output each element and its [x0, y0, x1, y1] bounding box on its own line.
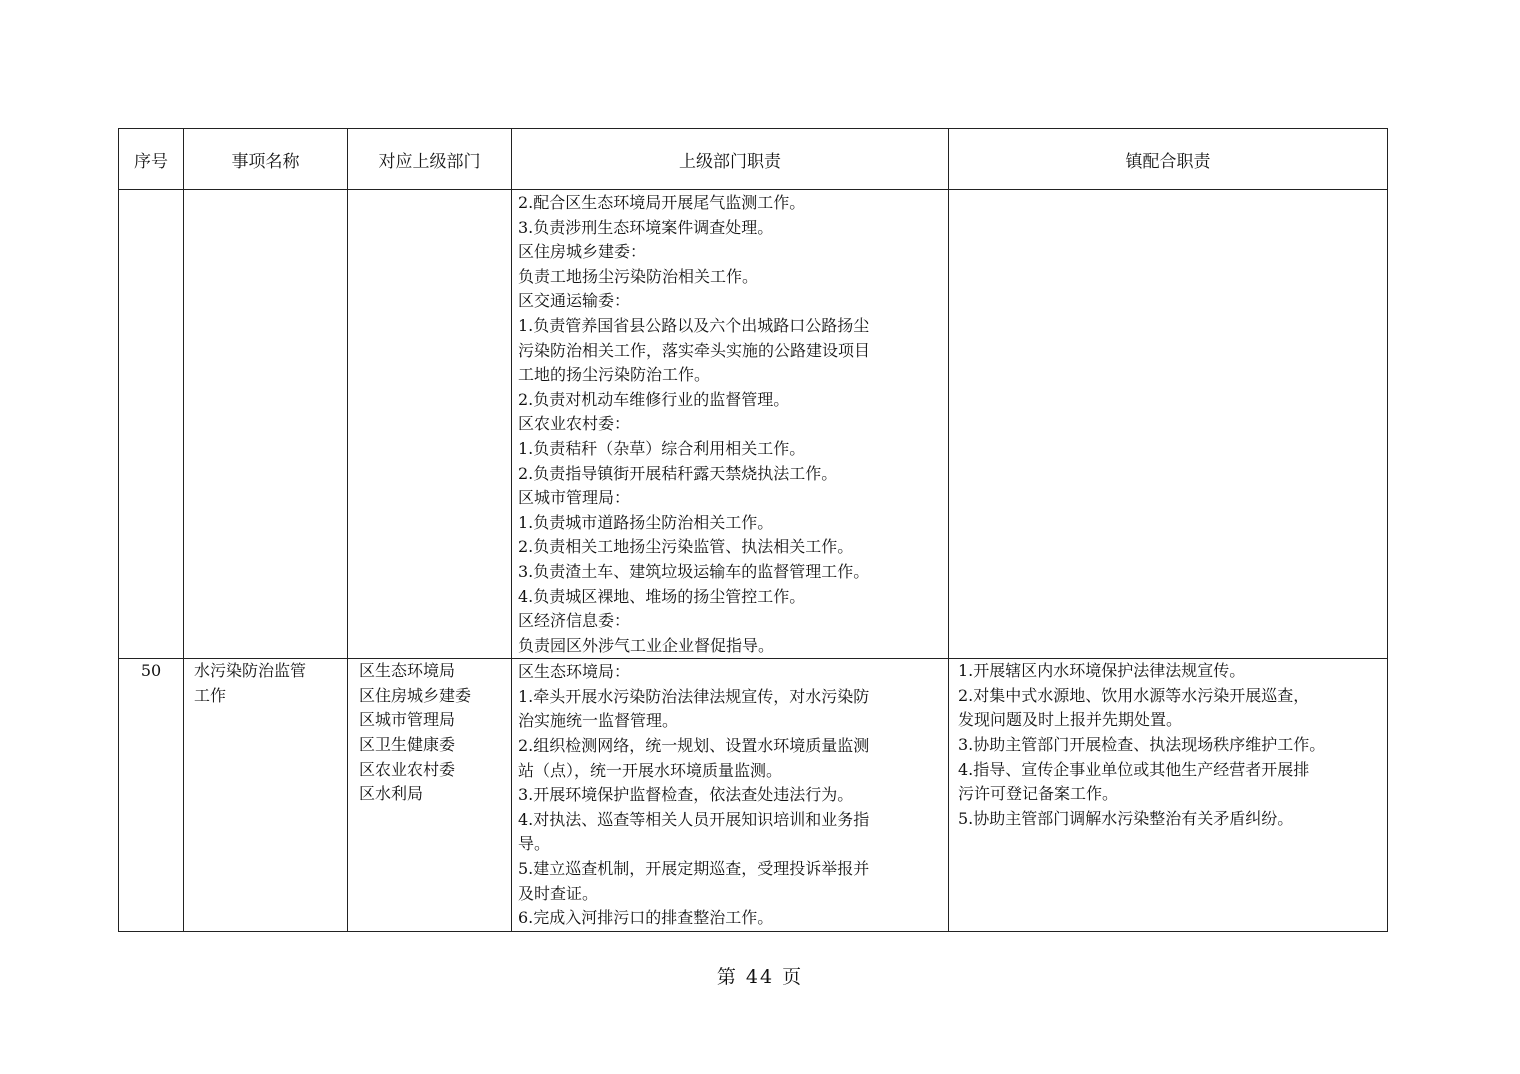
page-number: 第 44 页	[716, 966, 804, 988]
dept-line: 区城市管理局	[359, 710, 456, 730]
row-upper-duties	[512, 659, 949, 932]
dept-line: 区水利局	[359, 784, 424, 804]
town-duty-line: 2.对集中式水源地、饮用水源等水污染开展巡查，	[958, 685, 1310, 705]
table-row	[119, 659, 1388, 932]
duty-line: 区生态环境局：	[518, 662, 631, 682]
row-town-duties	[949, 659, 1388, 932]
duty-table	[118, 128, 1388, 932]
duty-line: 区经济信息委：	[518, 611, 631, 631]
dept-line: 区生态环境局	[359, 661, 456, 681]
duty-line: 污染防治相关工作，落实牵头实施的公路建设项目	[518, 340, 871, 360]
town-duty-line: 5.协助主管部门调解水污染整治有关矛盾纠纷。	[958, 808, 1294, 828]
duty-line: 2.配合区生态环境局开展尾气监测工作。	[518, 193, 806, 212]
duty-line: 负责工地扬尘污染防治相关工作。	[518, 266, 759, 286]
duty-line: 1.牵头开展水污染防治法律法规宣传，对水污染防	[518, 686, 870, 706]
duty-line: 3.负责涉刑生态环境案件调查处理。	[518, 217, 774, 237]
duty-line: 区住房城乡建委：	[518, 242, 647, 262]
header-upper-duties: 上级部门职责	[512, 129, 949, 190]
item-name-line: 工作	[194, 685, 227, 705]
table-header-row	[119, 129, 1388, 190]
duty-line: 1.负责城市道路扬尘防治相关工作。	[518, 512, 774, 532]
duty-line: 工地的扬尘污染防治工作。	[518, 365, 711, 385]
duty-line: 5.建立巡查机制，开展定期巡查，受理投诉举报并	[518, 859, 870, 879]
row-upper-dept	[348, 659, 512, 932]
header-upper-dept: 对应上级部门	[348, 129, 512, 190]
duty-line: 2.负责对机动车维修行业的监督管理。	[518, 389, 790, 409]
row-upper-dept	[348, 190, 512, 659]
duty-line: 2.组织检测网络，统一规划、设置水环境质量监测	[518, 736, 870, 756]
duty-line: 2.负责相关工地扬尘污染监管、执法相关工作。	[518, 537, 854, 557]
duty-line: 区城市管理局：	[518, 488, 631, 508]
duty-line: 6.完成入河排污口的排查整治工作。	[518, 908, 774, 928]
duty-line: 4.对执法、巡查等相关人员开展知识培训和业务指	[518, 809, 870, 829]
row-item-name	[184, 190, 348, 659]
row-upper-duties	[512, 190, 949, 659]
dept-line: 区住房城乡建委	[359, 685, 472, 705]
dept-line: 区农业农村委	[359, 759, 456, 779]
row-no: 50	[119, 659, 184, 932]
row-item-name	[184, 659, 348, 932]
duty-line: 负责园区外涉气工业企业督促指导。	[518, 635, 775, 655]
town-duty-line: 4.指导、宣传企事业单位或其他生产经营者开展排	[958, 759, 1310, 779]
item-name-line: 水污染防治监管	[194, 661, 307, 681]
duty-line: 区交通运输委：	[518, 291, 631, 311]
header-no: 序号	[119, 129, 184, 190]
duty-line: 1.负责秸秆（杂草）综合利用相关工作。	[518, 438, 806, 458]
dept-line: 区卫生健康委	[359, 735, 456, 755]
duty-line: 治实施统一监督管理。	[518, 711, 679, 731]
duty-line: 3.负责渣土车、建筑垃圾运输车的监督管理工作。	[518, 561, 870, 581]
town-duty-line: 发现问题及时上报并先期处置。	[958, 710, 1183, 730]
duty-line: 4.负责城区裸地、堆场的扬尘管控工作。	[518, 586, 806, 606]
duty-line: 站（点），统一开展水环境质量监测。	[518, 760, 783, 780]
town-duty-line: 1.开展辖区内水环境保护法律法规宣传。	[958, 661, 1246, 681]
duty-line: 1.负责管养国省县公路以及六个出城路口公路扬尘	[518, 315, 870, 335]
town-duty-line: 3.协助主管部门开展检查、执法现场秩序维护工作。	[958, 735, 1326, 755]
table-row	[119, 190, 1388, 659]
duty-line: 2.负责指导镇街开展秸秆露天禁烧执法工作。	[518, 463, 838, 483]
header-item-name: 事项名称	[184, 129, 348, 190]
row-town-duties	[949, 190, 1388, 659]
town-duty-line: 污许可登记备案工作。	[958, 784, 1119, 804]
row-no	[119, 190, 184, 659]
duty-line: 及时查证。	[518, 883, 599, 903]
duty-line: 3.开展环境保护监督检查，依法查处违法行为。	[518, 785, 854, 805]
duty-line: 区农业农村委：	[518, 414, 631, 434]
header-town-duties: 镇配合职责	[949, 129, 1388, 190]
duty-line: 导。	[518, 834, 551, 854]
